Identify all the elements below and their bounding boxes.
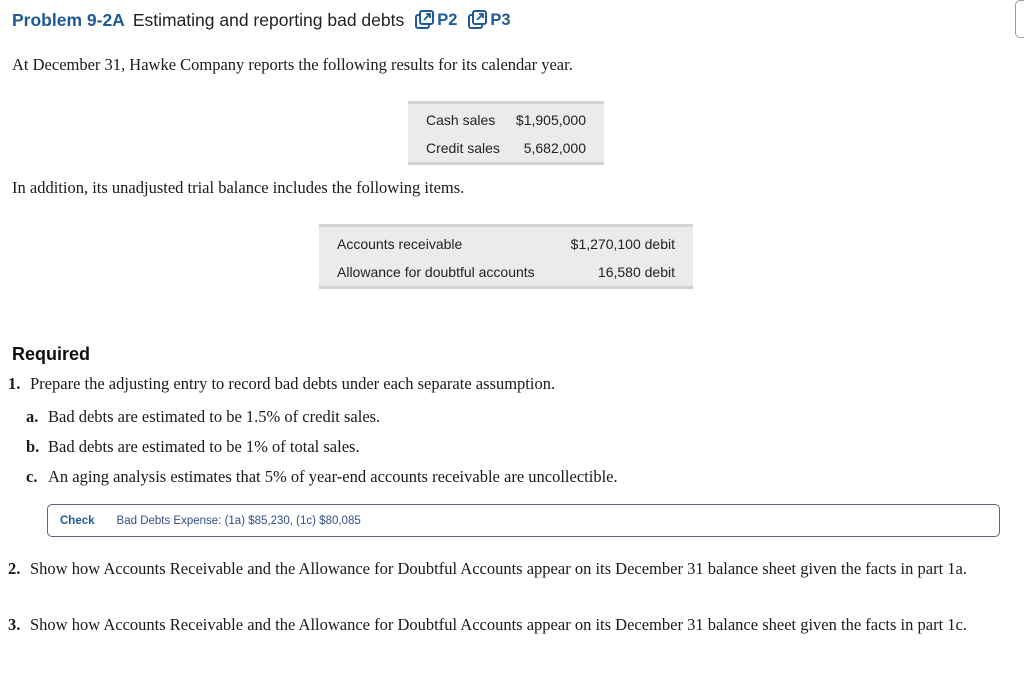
subitem-text: Bad debts are estimated to be 1% of total sales. xyxy=(48,437,360,456)
external-link-icon[interactable] xyxy=(414,10,434,30)
problem-number: Problem 9-2A xyxy=(12,9,125,30)
required-heading: Required xyxy=(12,344,91,364)
subitem-letter: c. xyxy=(26,467,38,486)
objective-p3-link[interactable]: P3 xyxy=(490,10,511,29)
item-number: 2. xyxy=(8,559,21,578)
row-value: $1,905,000 xyxy=(515,112,586,128)
objective-p2-link[interactable]: P2 xyxy=(437,10,458,29)
row-value: 16,580 debit xyxy=(597,264,675,280)
check-figures-box xyxy=(47,504,1000,537)
table-row xyxy=(319,230,693,258)
item-number: 1. xyxy=(8,374,21,393)
row-label: Accounts receivable xyxy=(337,236,463,252)
subitem-text: Bad debts are estimated to be 1.5% of credit sales. xyxy=(48,407,381,426)
required-item-1 xyxy=(8,371,988,397)
row-value: $1,270,100 debit xyxy=(570,236,675,252)
item-text: Prepare the adjusting entry to record bad debts under each separate assumption. xyxy=(30,374,556,393)
subitem-text: An aging analysis estimates that 5% of year-end accounts receivable are uncollectible. xyxy=(48,467,618,486)
required-item-3 xyxy=(8,612,988,638)
required-item-2 xyxy=(8,556,988,582)
table-row xyxy=(408,134,604,162)
table-row xyxy=(408,106,604,134)
row-value: 5,682,000 xyxy=(523,140,586,156)
item-number: 3. xyxy=(8,615,21,634)
row-label: Allowance for doubtful accounts xyxy=(337,264,535,280)
subitem-letter: b. xyxy=(26,437,40,456)
item-text: Show how Accounts Receivable and the Allowance for Doubtful Accounts appear on its December 31 balance sheet given the facts in part 1c. xyxy=(30,615,967,634)
subitem-letter: a. xyxy=(26,407,39,426)
subitem-a xyxy=(26,407,380,427)
subitem-c xyxy=(26,467,618,487)
problem-header xyxy=(12,7,511,33)
trial-balance-table xyxy=(319,224,693,289)
check-text: Bad Debts Expense: (1a) $85,230, (1c) $80,085 xyxy=(116,514,361,527)
row-label: Credit sales xyxy=(426,140,500,156)
intro-text: At December 31, Hawke Company reports the following results for its calendar year. xyxy=(12,55,573,74)
problem-title: Estimating and reporting bad debts xyxy=(132,9,405,30)
side-panel-tab[interactable] xyxy=(1015,0,1024,38)
addition-text: In addition, its unadjusted trial balance includes the following items. xyxy=(12,178,465,197)
item-text: Show how Accounts Receivable and the Allowance for Doubtful Accounts appear on its December 31 balance sheet given the facts in part 1a. xyxy=(30,559,967,578)
sales-table xyxy=(408,101,604,165)
check-label: Check xyxy=(60,514,95,527)
subitem-b xyxy=(26,437,360,457)
table-row xyxy=(319,258,693,286)
row-label: Cash sales xyxy=(426,112,496,128)
external-link-icon[interactable] xyxy=(467,10,487,30)
